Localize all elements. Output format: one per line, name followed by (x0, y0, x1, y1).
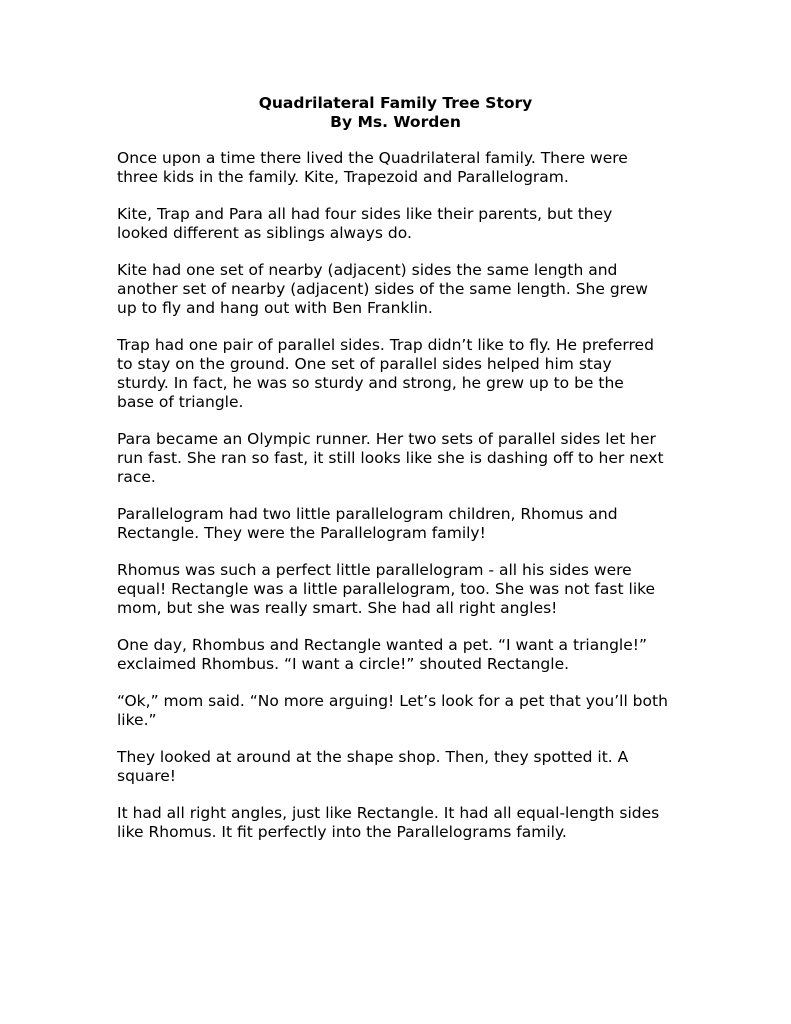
paragraph: One day, Rhombus and Rectangle wanted a pet. “I want a triangle!” exclaimed Rhombus. “I want a circle!” shouted Rectangle. (117, 636, 647, 673)
story-body (117, 149, 689, 860)
paragraph: Kite, Trap and Para all had four sides like their parents, but they looked different as siblings always do. (117, 205, 613, 242)
paragraph: Rhomus was such a perfect little parallelogram - all his sides were equal! Rectangle was a little parallelogram, too. She was not fast like mom, but she was really smart. She had all right angles! (117, 561, 656, 617)
title-block (0, 94, 791, 132)
document-title: Quadrilateral Family Tree Story (258, 94, 533, 112)
paragraph: They looked at around at the shape shop. Then, they spotted it. A square! (117, 748, 629, 785)
paragraph: Kite had one set of nearby (adjacent) sides the same length and another set of nearby (adjacent) sides of the same length. She grew up to fly and hang out with Ben Franklin. (117, 261, 648, 317)
paragraph: Once upon a time there lived the Quadrilateral family. There were three kids in the family. Kite, Trapezoid and Parallelogram. (117, 149, 628, 186)
paragraph: Para became an Olympic runner. Her two sets of parallel sides let her run fast. She ran so fast, it still looks like she is dashing off to her next race. (117, 430, 664, 486)
paragraph: Parallelogram had two little parallelogram children, Rhomus and Rectangle. They were the Parallelogram family! (117, 505, 618, 542)
paragraph: Trap had one pair of parallel sides. Trap didn’t like to fly. He preferred to stay on the ground. One set of parallel sides helped him stay sturdy. In fact, he was so sturdy and strong, he grew up to be the base of triangle. (117, 336, 654, 411)
paragraph: It had all right angles, just like Rectangle. It had all equal-length sides like Rhomus. It fit perfectly into the Parallelograms family. (117, 804, 660, 841)
paragraph: “Ok,” mom said. “No more arguing! Let’s look for a pet that you’ll both like.” (117, 692, 668, 729)
document-author: By Ms. Worden (330, 113, 461, 131)
